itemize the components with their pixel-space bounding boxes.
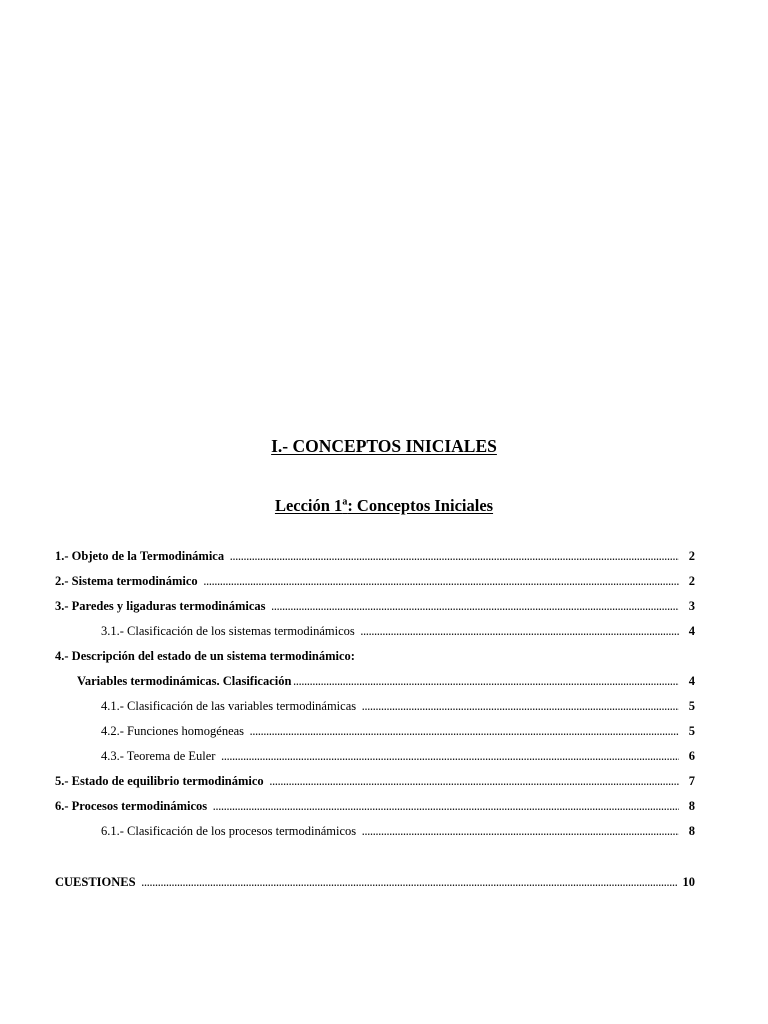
toc-entry-label: 4.3.- Teorema de Euler bbox=[101, 749, 216, 763]
toc-entry-cuestiones bbox=[55, 875, 695, 900]
toc-entry-label: 3.- Paredes y ligaduras termodinámicas bbox=[55, 599, 266, 613]
toc-entry-label: 6.1.- Clasificación de los procesos termodinámicos bbox=[101, 824, 357, 838]
toc-entry-label: 5.- Estado de equilibrio termodinámico bbox=[55, 774, 264, 788]
toc-entry-page: 8 bbox=[688, 799, 695, 813]
toc-entry-page: 7 bbox=[688, 774, 695, 788]
toc-entry-label: 6.- Procesos termodinámicos bbox=[55, 799, 208, 813]
toc-dot-leader bbox=[230, 552, 679, 562]
toc-entry-label: 3.1.- Clasificación de los sistemas termodinámicos bbox=[101, 624, 355, 638]
toc-entry-3-1 bbox=[55, 624, 695, 649]
toc-dot-leader bbox=[293, 677, 679, 687]
toc-entry-4 bbox=[55, 649, 695, 674]
toc-entry-page: 6 bbox=[688, 749, 695, 763]
toc-dot-leader bbox=[272, 602, 679, 612]
toc-dot-leader bbox=[362, 827, 679, 837]
toc-dot-leader bbox=[362, 702, 679, 712]
toc-entry-2 bbox=[55, 574, 695, 599]
toc-entry-page: 10 bbox=[682, 875, 695, 889]
toc-entry-3 bbox=[55, 599, 695, 624]
lesson-title-ordinal: a bbox=[342, 496, 348, 508]
toc-entry-page: 5 bbox=[688, 724, 695, 738]
lesson-title-suffix: : Conceptos Iniciales bbox=[347, 496, 494, 515]
toc-dot-leader bbox=[213, 802, 679, 812]
toc-dot-leader bbox=[250, 727, 679, 737]
toc-entry-page: 2 bbox=[688, 549, 695, 563]
toc-entry-label: 4.1.- Clasificación de las variables termodinámicas bbox=[101, 699, 357, 713]
lesson-title-prefix: Lección 1 bbox=[274, 496, 343, 515]
toc-entry-1 bbox=[55, 549, 695, 574]
toc-entry-label: Variables termodinámicas. Clasificación bbox=[77, 674, 292, 688]
toc-entry-label: CUESTIONES bbox=[55, 875, 136, 889]
table-of-contents bbox=[55, 549, 695, 900]
toc-spacer bbox=[55, 849, 695, 875]
toc-entry-4-1 bbox=[55, 699, 695, 724]
toc-entry-page: 2 bbox=[688, 574, 695, 588]
part-title: I.- CONCEPTOS INICIALES bbox=[271, 436, 497, 456]
toc-entry-4-3 bbox=[55, 749, 695, 774]
toc-entry-4-2 bbox=[55, 724, 695, 749]
toc-entry-label: 4.2.- Funciones homogéneas bbox=[101, 724, 245, 738]
toc-dot-leader bbox=[361, 627, 679, 637]
toc-entry-page: 8 bbox=[688, 824, 695, 838]
toc-entry-label: 1.- Objeto de la Termodinámica bbox=[55, 549, 225, 563]
lesson-title bbox=[0, 496, 768, 516]
toc-entry-6-1 bbox=[55, 824, 695, 849]
toc-entry-label: 4.- Descripción del estado de un sistema termodinámico: bbox=[55, 649, 355, 663]
toc-dot-leader bbox=[204, 577, 679, 587]
toc-entry-5 bbox=[55, 774, 695, 799]
toc-entry-page: 3 bbox=[688, 599, 695, 613]
toc-entry-page: 4 bbox=[688, 624, 695, 638]
toc-entry-page: 5 bbox=[688, 699, 695, 713]
toc-dot-leader bbox=[142, 878, 677, 888]
toc-entry-6 bbox=[55, 799, 695, 824]
toc-entry-page: 4 bbox=[688, 674, 695, 688]
toc-dot-leader bbox=[270, 777, 679, 787]
toc-entry-label: 2.- Sistema termodinámico bbox=[55, 574, 198, 588]
toc-dot-leader bbox=[221, 752, 679, 762]
toc-entry-4-continued bbox=[55, 674, 695, 699]
